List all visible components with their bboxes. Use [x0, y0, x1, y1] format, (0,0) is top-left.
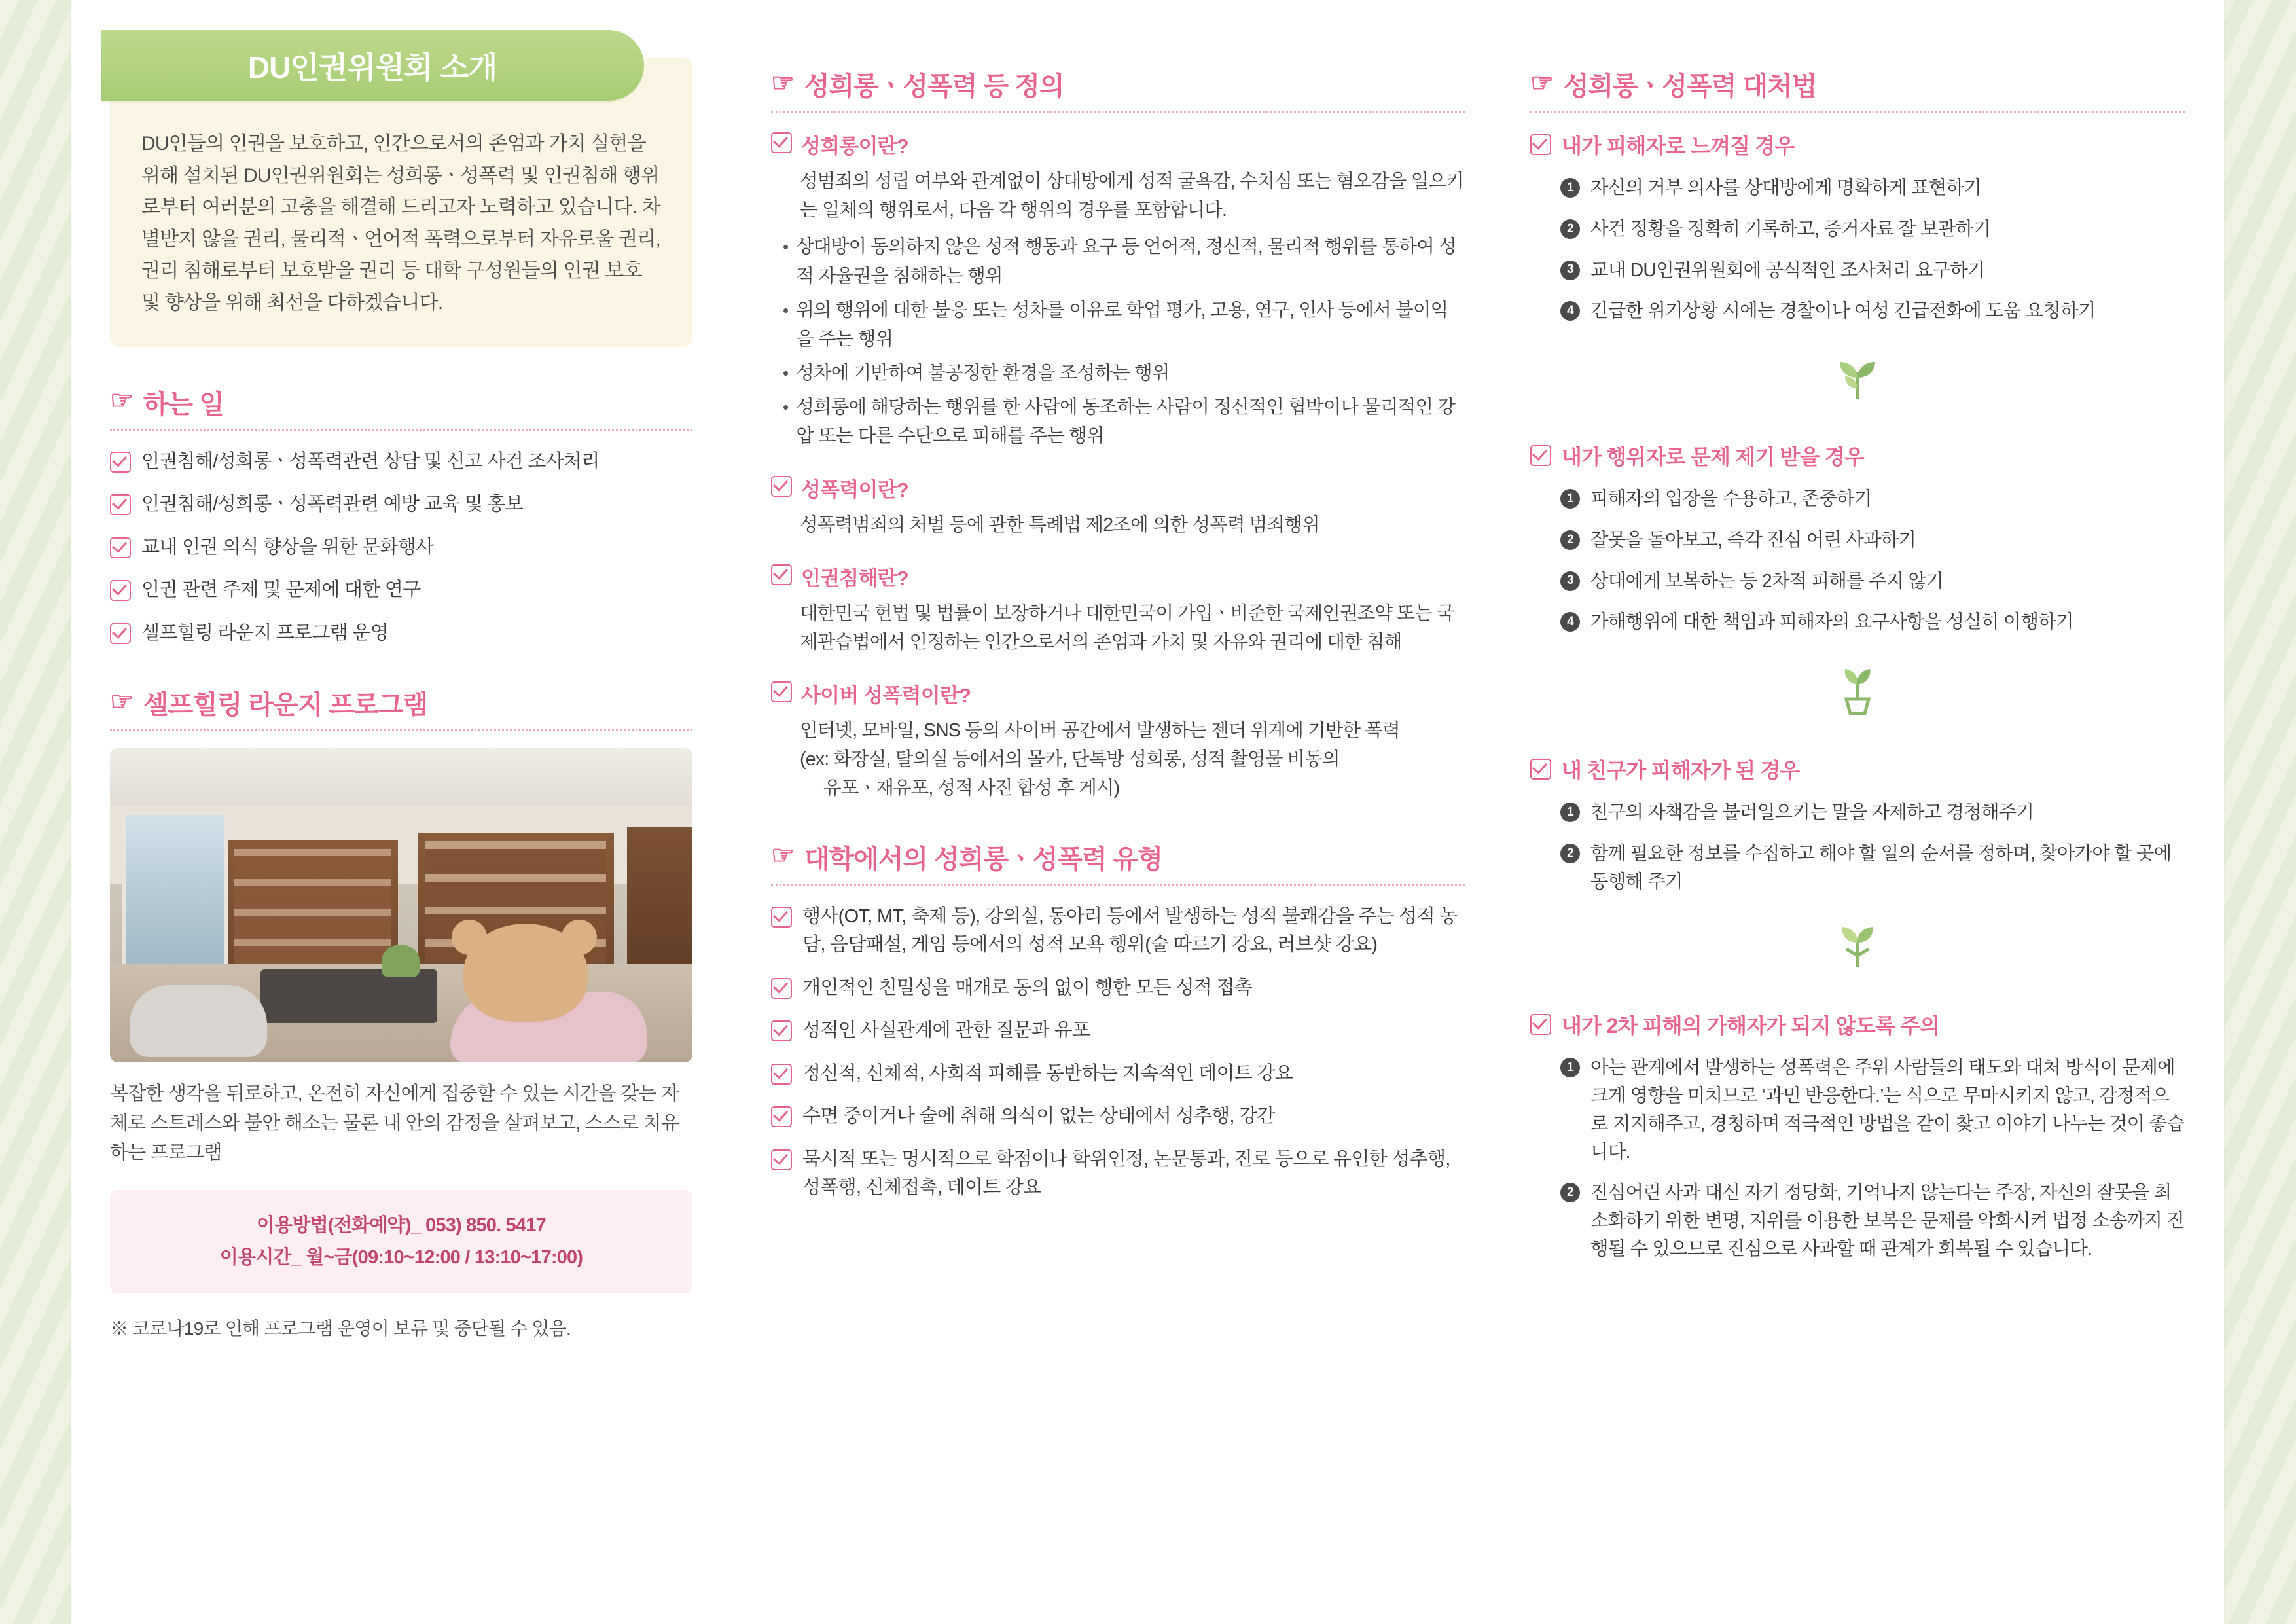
step-number: 2: [1560, 844, 1580, 863]
step-number: 1: [1560, 489, 1580, 509]
type-label: 개인적인 친밀성을 매개로 동의 없이 행한 모든 성적 접촉: [802, 977, 1253, 998]
divider-dots: [110, 729, 692, 731]
definition-body: 성폭력범죄의 처벌 등에 관한 특례법 제2조에 의한 성폭력 범죄행위: [800, 514, 1319, 535]
divider-dots: [771, 111, 1465, 113]
response-item-label: 상대에게 보복하는 등 2차적 피해를 주지 않기: [1590, 570, 1943, 592]
response-block-title: 내 친구가 피해자가 된 경우: [1562, 759, 1800, 782]
check-icon: [771, 476, 792, 497]
check-icon: [771, 1064, 792, 1085]
list-item: [1560, 297, 2185, 325]
middle-column: [732, 0, 1504, 1624]
definitions-heading: 성희롱ㆍ성폭력 등 정의: [804, 72, 1064, 101]
intro-body: DU인들의 인권을 보호하고, 인간으로서의 존엄과 가치 실현을 위해 설치된 DU인권위원회는 성희롱ㆍ성폭력 및 인권침해 행위로부터 여러분의 고충을 해결해 드리고자 노력하고 있습니다. 차별받지 않을 권리, 물리적ㆍ언어적 폭력으로부터 자유로울 권리, 권리 침해로부터 보호받을 권리 등 대학 구성원들의 인권 보호 및 향상을 위해 최선을 다하겠습니다.: [141, 133, 660, 314]
lounge-info-box: [110, 1190, 692, 1294]
list-item: [1560, 568, 2185, 596]
definition-example-line2: 유포ㆍ재유포, 성적 사진 합성 후 게시): [823, 778, 1120, 799]
response-item-list: [1530, 799, 2185, 895]
divider-dots: [1530, 111, 2185, 113]
response-heading-row: [1530, 65, 2185, 111]
list-item: [110, 533, 692, 562]
check-icon: [1530, 759, 1551, 780]
page-title: DU인권위원회 소개: [101, 30, 644, 101]
bullet-icon: •: [783, 397, 789, 418]
bullet-icon: •: [783, 237, 789, 257]
bullet-label: 성차에 기반하여 불공정한 환경을 조성하는 행위: [796, 363, 1170, 384]
response-item-label: 친구의 자책감을 불러일으키는 말을 자제하고 경청해주기: [1590, 802, 2034, 823]
type-label: 정신적, 신체적, 사회적 피해를 동반하는 지속적인 데이트 강요: [802, 1062, 1293, 1084]
hand-pointer-icon: ☞: [771, 68, 794, 98]
lounge-heading-row: [110, 684, 692, 729]
check-icon: [110, 494, 131, 515]
check-icon: [1530, 1014, 1551, 1035]
step-number: 4: [1560, 612, 1580, 632]
response-block: [1530, 130, 2185, 421]
definition-title: 인권침해란?: [801, 566, 908, 590]
columns: [71, 0, 2224, 1624]
hand-pointer-icon: ☞: [1530, 68, 1553, 98]
hand-pointer-icon: ☞: [771, 841, 794, 871]
definition-body: 성범죄의 성립 여부와 관계없이 상대방에게 성적 굴욕감, 수치심 또는 혐오감을 일으키는 일체의 행위로서, 다음 각 행위의 경우를 포함합니다.: [800, 171, 1463, 221]
response-block-title: 내가 피해자로 느껴질 경우: [1562, 134, 1795, 158]
check-icon: [771, 978, 792, 999]
work-item-label: 인권침해/성희롱ㆍ성폭력관련 예방 교육 및 홍보: [141, 494, 524, 515]
left-column: [71, 0, 732, 1624]
right-column: [1504, 0, 2224, 1624]
check-icon: [110, 537, 131, 558]
list-item: [771, 974, 1465, 1003]
list-item: [1560, 1179, 2185, 1263]
response-block-title: 내가 2차 피해의 가해자가 되지 않도록 주의: [1562, 1014, 1940, 1038]
list-item: [1560, 215, 2185, 244]
step-number: 3: [1560, 261, 1580, 280]
type-label: 묵시적 또는 명시적으로 학점이나 학위인정, 논문통과, 진로 등으로 유인한 성추행, 성폭행, 신체접촉, 데이트 강요: [802, 1148, 1450, 1199]
list-item: [1560, 1054, 2185, 1166]
type-label: 행사(OT, MT, 축제 등), 강의실, 동아리 등에서 발생하는 성적 불쾌감을 주는 성적 농담, 음담패설, 게임 등에서의 성적 모욕 행위(술 따르기 강요, 러브샷 강요): [802, 905, 1458, 956]
left-content: [71, 384, 732, 1341]
check-icon: [771, 132, 792, 153]
work-section: [110, 384, 692, 648]
types-heading: 대학에서의 성희롱ㆍ성폭력 유형: [804, 844, 1163, 874]
response-block: [1530, 441, 2185, 734]
check-icon: [110, 623, 131, 644]
response-item-list: [1530, 1054, 2185, 1263]
bullet-icon: •: [783, 300, 789, 320]
step-number: 1: [1560, 178, 1580, 198]
definition-title: 사이버 성폭력이란?: [801, 684, 971, 708]
step-number: 3: [1560, 571, 1580, 591]
response-item-label: 아는 관계에서 발생하는 성폭력은 주위 사람들의 태도와 대처 방식이 문제에 크게 영향을 미치므로 ‘과민 반응한다.’는 식으로 무마시키지 않고, 감정적으로 지지해주고, 경청하며 적극적인 방법을 같이 찾고 이야기 나누는 것이 좋습니다.: [1590, 1057, 2184, 1163]
step-number: 1: [1560, 1058, 1580, 1077]
response-item-label: 잘못을 돌아보고, 즉각 진심 어린 사과하기: [1590, 529, 1916, 550]
potted-plant-icon: [1530, 649, 2185, 734]
work-heading-row: [110, 384, 692, 429]
check-icon: [771, 1149, 792, 1170]
definition-block: [771, 562, 1465, 657]
step-number: 1: [1560, 803, 1580, 822]
brochure-page: [71, 0, 2224, 1624]
list-item: [1560, 257, 2185, 285]
lounge-hours-line: 이용시간_ 월~금(09:10~12:00 / 13:10~17:00): [219, 1247, 583, 1269]
list-item: [110, 448, 692, 477]
intro-box: [110, 50, 692, 347]
definition-block: [771, 130, 1465, 451]
list-item: [110, 576, 692, 605]
response-item-label: 교내 DU인권위원회에 공식적인 조사처리 요구하기: [1590, 259, 1985, 281]
hand-pointer-icon: ☞: [110, 386, 133, 416]
response-block-title-row: [1530, 441, 2185, 471]
response-block-title-row: [1530, 1009, 2185, 1039]
check-icon: [110, 452, 131, 473]
step-number: 2: [1560, 1183, 1580, 1202]
bullet-label: 성희롱에 해당하는 행위를 한 사람에 동조하는 사람이 정신적인 협박이나 물리적인 강압 또는 다른 수단으로 피해를 주는 행위: [796, 397, 1456, 447]
lounge-section: [110, 684, 692, 1341]
work-list: [110, 448, 692, 648]
check-icon: [771, 1020, 792, 1041]
tree-icon: [1530, 909, 2185, 990]
list-item: [1560, 485, 2185, 513]
step-number: 2: [1560, 530, 1580, 550]
work-heading: 하는 일: [143, 389, 224, 419]
list-item: [783, 359, 1465, 388]
step-number: 4: [1560, 301, 1580, 321]
sprout-icon: [1530, 338, 2185, 421]
list-item: [1560, 174, 2185, 202]
hand-pointer-icon: ☞: [110, 687, 133, 716]
definition-example-line1: (ex: 화장실, 탈의실 등에서의 몰카, 단톡방 성희롱, 성적 촬영물 비동의: [800, 749, 1340, 770]
list-item: [1560, 840, 2185, 896]
lounge-heading: 셀프힐링 라운지 프로그램: [143, 691, 428, 720]
definition-title-row: [771, 562, 1465, 591]
definition-block: [771, 473, 1465, 539]
response-item-label: 사건 정황을 정확히 기록하고, 증거자료 잘 보관하기: [1590, 218, 1991, 240]
response-block-title: 내가 행위자로 문제 제기 받을 경우: [1562, 445, 1865, 469]
type-label: 수면 중이거나 술에 취해 의식이 없는 상태에서 성추행, 강간: [802, 1106, 1275, 1127]
types-section: [771, 839, 1465, 1202]
divider-dots: [110, 429, 692, 431]
response-item-label: 자신의 거부 의사를 상대방에게 명확하게 표현하기: [1590, 177, 1981, 198]
definition-title: 성희롱이란?: [801, 135, 908, 158]
check-icon: [771, 1106, 792, 1127]
list-item: [110, 619, 692, 648]
check-icon: [771, 907, 792, 928]
list-item: [783, 393, 1465, 450]
list-item: [771, 903, 1465, 960]
list-item: [783, 232, 1465, 290]
definition-block: [771, 679, 1465, 803]
definition-bullets: [771, 232, 1465, 450]
work-item-label: 교내 인권 의식 향상을 위한 문화행사: [141, 536, 434, 558]
response-item-list: [1530, 485, 2185, 636]
check-icon: [110, 580, 131, 601]
bullet-label: 위의 행위에 대한 불응 또는 성차를 이유로 학업 평가, 고용, 연구, 인사 등에서 불이익을 주는 행위: [796, 299, 1448, 350]
check-icon: [771, 564, 792, 585]
check-icon: [1530, 134, 1551, 155]
work-item-label: 인권 관련 주제 및 문제에 대한 연구: [141, 579, 421, 601]
check-icon: [1530, 445, 1551, 466]
definitions-heading-row: [771, 65, 1465, 111]
type-label: 성적인 사실관계에 관한 질문과 유포: [802, 1020, 1090, 1041]
types-heading-row: [771, 839, 1465, 884]
response-heading: 성희롱ㆍ성폭력 대처법: [1563, 72, 1817, 101]
response-block: [1530, 1009, 2185, 1263]
list-item: [1560, 608, 2185, 636]
work-item-label: 인권침해/성희롱ㆍ성폭력관련 상담 및 신고 사건 조사처리: [141, 450, 600, 472]
definition-title-row: [771, 679, 1465, 708]
response-block-title-row: [1530, 130, 2185, 160]
response-item-label: 긴급한 위기상황 시에는 경찰이나 여성 긴급전화에 도움 요청하기: [1590, 300, 2096, 322]
definition-body: 인터넷, 모바일, SNS 등의 사이버 공간에서 발생하는 젠더 위계에 기반한 폭력: [800, 720, 1400, 742]
list-item: [771, 1017, 1465, 1045]
response-item-list: [1530, 174, 2185, 325]
list-item: [771, 1060, 1465, 1089]
definition-title-row: [771, 473, 1465, 503]
lounge-photo: [110, 748, 692, 1062]
bullet-icon: •: [783, 363, 789, 384]
step-number: 2: [1560, 219, 1580, 239]
bullet-label: 상대방이 동의하지 않은 성적 행동과 요구 등 언어적, 정신적, 물리적 행위를 통하여 성적 자율권을 침해하는 행위: [796, 236, 1456, 287]
response-item-label: 가해행위에 대한 책임과 피해자의 요구사항을 성실히 이행하기: [1590, 611, 2073, 633]
list-item: [110, 490, 692, 519]
list-item: [1560, 526, 2185, 554]
lounge-caption: 복잡한 생각을 뒤로하고, 온전히 자신에게 집중할 수 있는 시간을 갖는 자체로 스트레스와 불안 해소는 물론 내 안의 감정을 살펴보고, 스스로 치유하는 프로그램: [110, 1083, 679, 1163]
list-item: [1560, 799, 2185, 827]
response-block-title-row: [1530, 754, 2185, 784]
list-item: [771, 1102, 1465, 1131]
check-icon: [771, 681, 792, 702]
lounge-note: ※ 코로나19로 인해 프로그램 운영이 보류 및 중단될 수 있음.: [110, 1318, 571, 1339]
list-item: [771, 1146, 1465, 1202]
response-item-label: 함께 필요한 정보를 수집하고 해야 할 일의 순서를 정하며, 찾아가야 할 곳에 동행해 주기: [1590, 842, 2172, 892]
definition-title: 성폭력이란?: [801, 478, 908, 501]
types-list: [771, 903, 1465, 1202]
work-item-label: 셀프힐링 라운지 프로그램 운영: [141, 622, 389, 643]
lounge-phone-line: 이용방법(전화예약)_ 053) 850. 5417: [257, 1214, 546, 1236]
list-item: [783, 296, 1465, 353]
response-item-label: 진심어린 사과 대신 자기 정당화, 기억나지 않는다는 주장, 자신의 잘못을 최소화하기 위한 변명, 지위를 이용한 보복은 문제를 악화시켜 법정 소송까지 진행될 수 있으므로 진심으로 사과할 때 관계가 회복될 수 있습니다.: [1590, 1182, 2184, 1259]
response-item-label: 피해자의 입장을 수용하고, 존중하기: [1590, 488, 1872, 509]
definition-title-row: [771, 130, 1465, 159]
divider-dots: [771, 884, 1465, 886]
definition-body: 대한민국 헌법 및 법률이 보장하거나 대한민국이 가입ㆍ비준한 국제인권조약 또는 국제관습법에서 인정하는 인간으로서의 존엄과 가치 및 자유와 권리에 대한 침해: [800, 602, 1454, 653]
response-block: [1530, 754, 2185, 990]
